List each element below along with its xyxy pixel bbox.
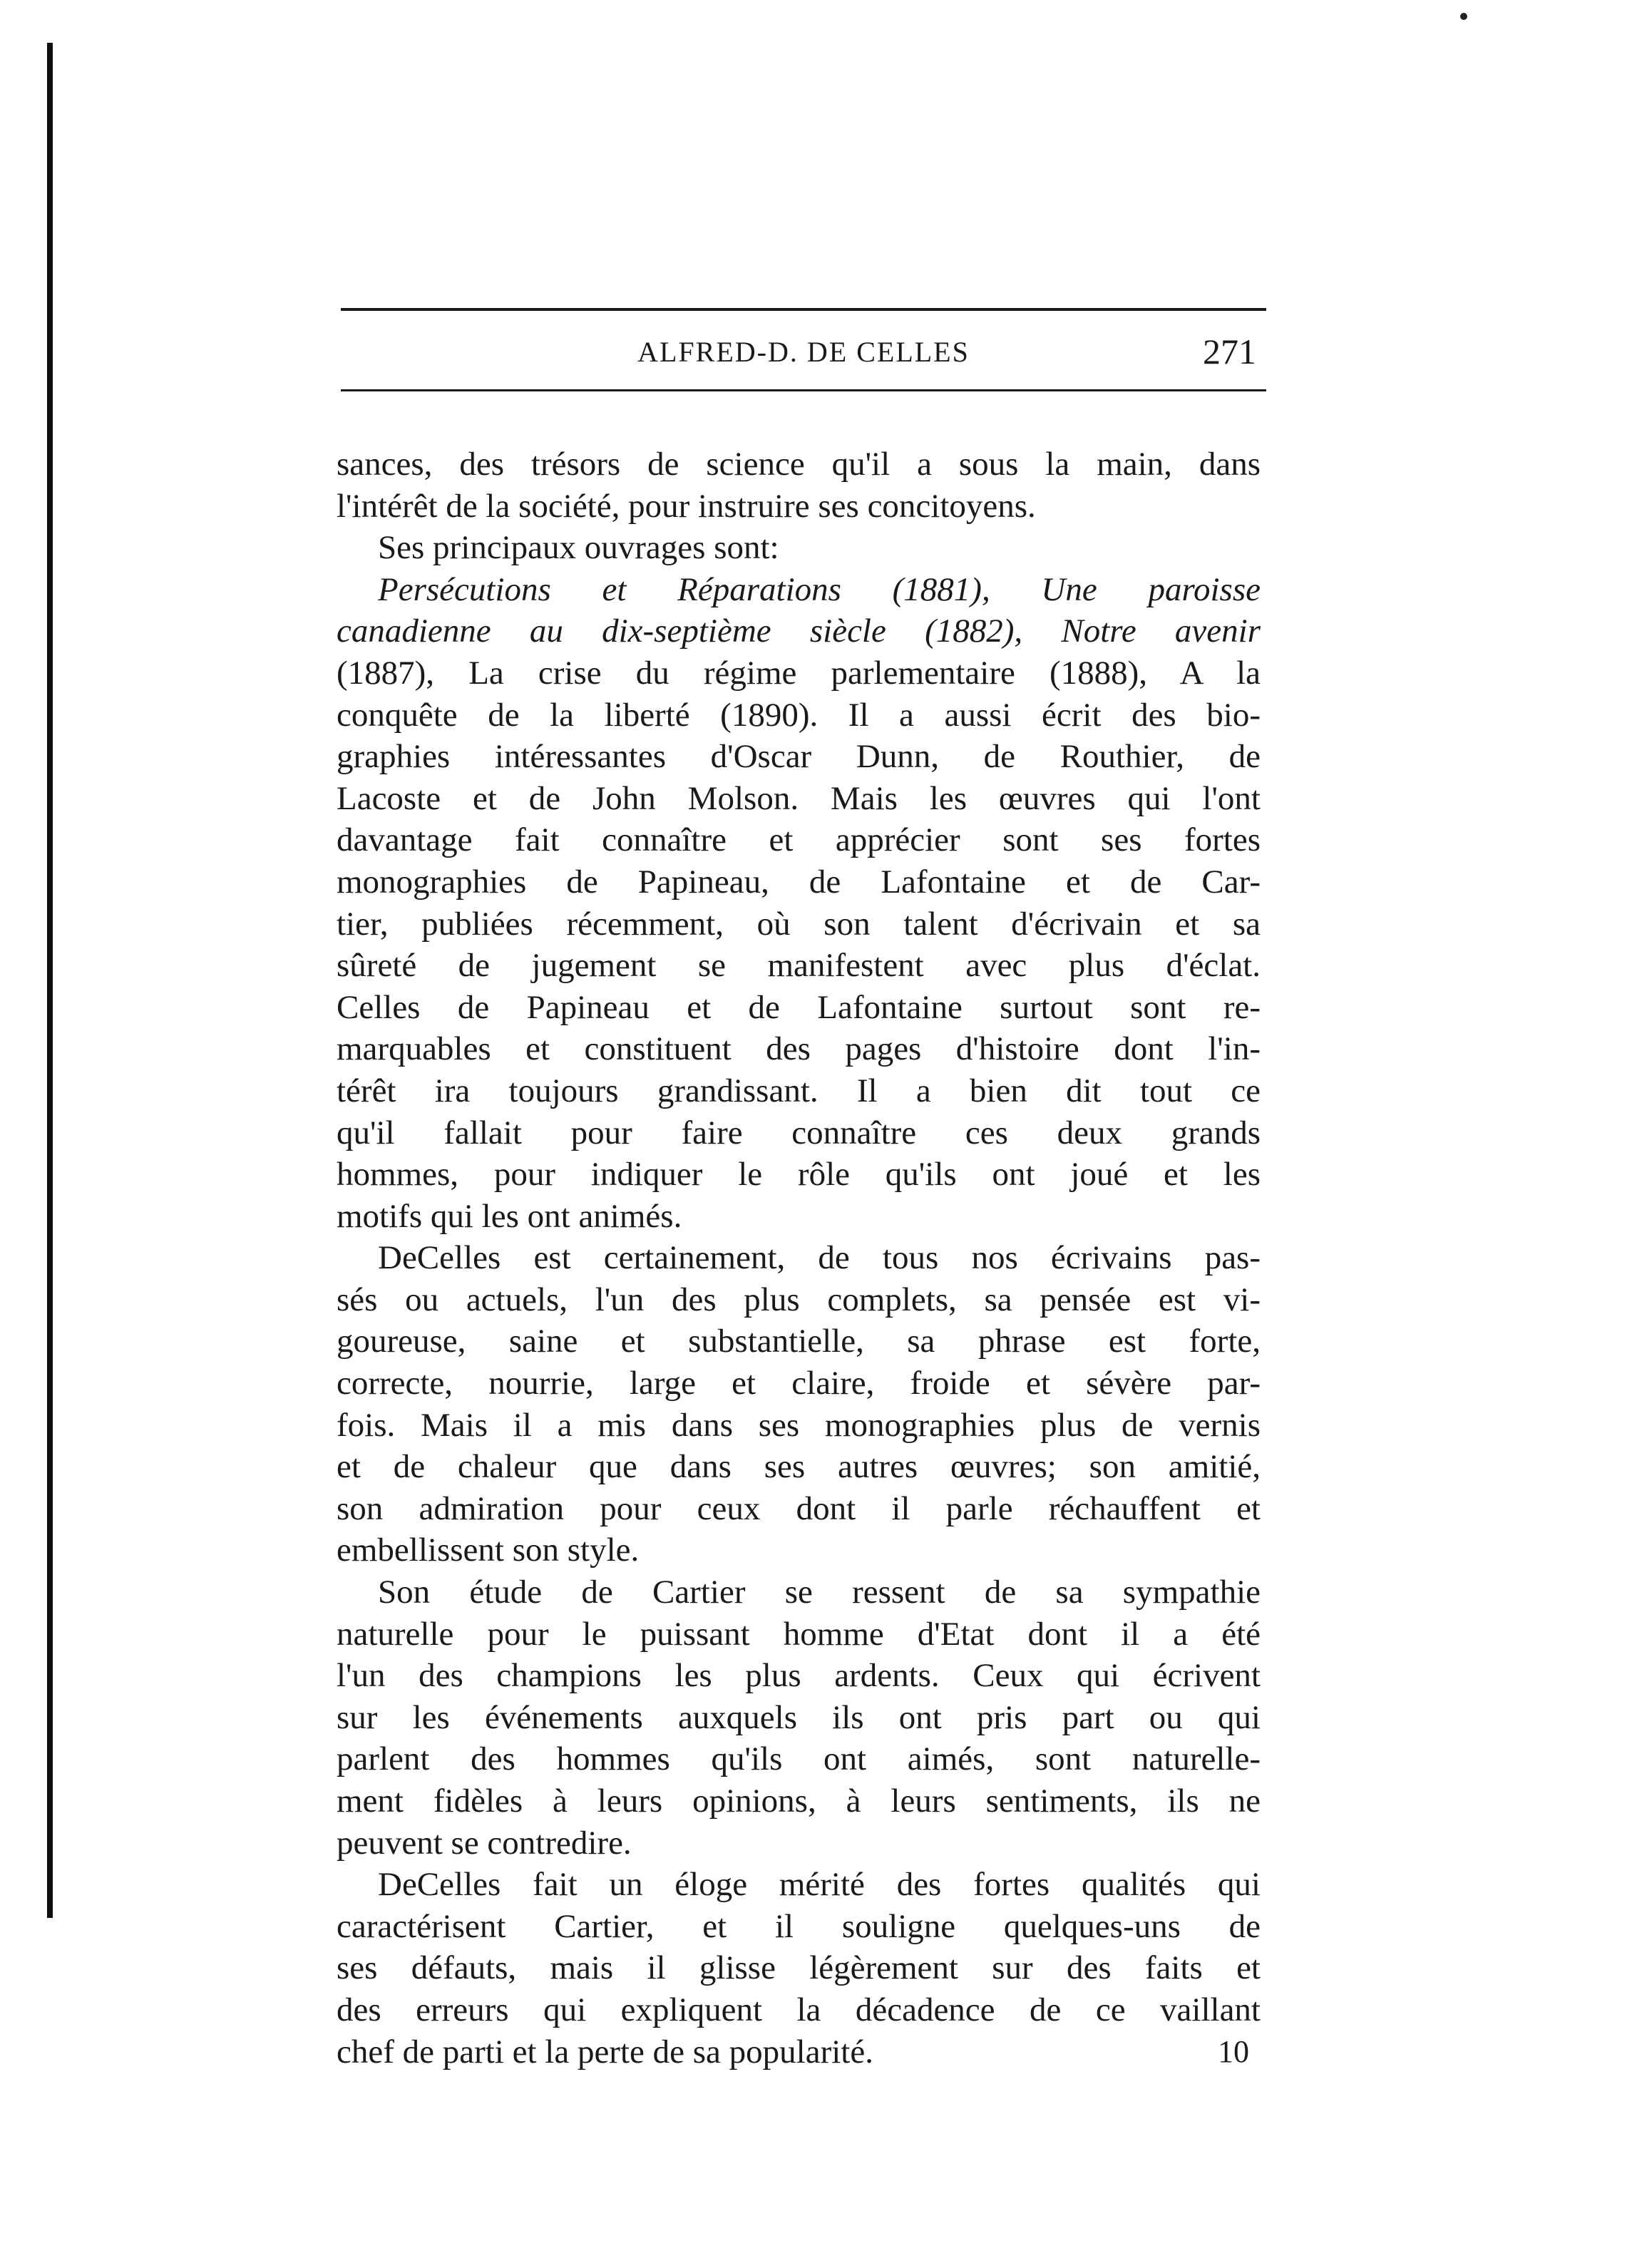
running-head <box>341 329 1266 379</box>
text-line: térêt ira toujours grandissant. Il a bien dit tout ce <box>337 1072 1261 1109</box>
signature-mark: 10 <box>1218 2033 1249 2069</box>
text-line: hommes, pour indiquer le rôle qu'ils ont joué et les <box>337 1156 1261 1194</box>
text-line: sés ou actuels, l'un des plus complets, sa pensée est vi- <box>337 1281 1261 1318</box>
header-rule-bottom <box>341 389 1266 391</box>
text-line: qu'il fallait pour faire connaître ces deux grands <box>337 1114 1261 1151</box>
page-number: 271 <box>1203 332 1256 371</box>
speck-mark <box>1460 13 1467 20</box>
text-line: l'intérêt de la société, pour instruire ses concitoyens. <box>337 487 1036 525</box>
text-line-final <box>337 2031 1261 2073</box>
body-text <box>337 443 1261 2073</box>
text-line: sur les événements auxquels ils ont pris part ou qui <box>337 1698 1261 1736</box>
text-line: l'un des champions les plus ardents. Ceux qui écrivent <box>337 1657 1261 1695</box>
text-line: DeCelles fait un éloge mérité des fortes qualités qui <box>378 1866 1261 1904</box>
text-line: et de chaleur que dans ses autres œuvres; son amitié, <box>337 1448 1261 1486</box>
text-line: Persécutions et Réparations (1881), Une paroisse <box>378 570 1261 608</box>
text-line: graphies intéressantes d'Oscar Dunn, de Routhier, de <box>337 738 1261 776</box>
text-line: davantage fait connaître et apprécier sont ses fortes <box>337 821 1261 859</box>
text-line: (1887), La crise du régime parlementaire (1888), A la <box>337 654 1261 692</box>
text-line: monographies de Papineau, de Lafontaine et de Car- <box>337 863 1261 900</box>
text-line: goureuse, saine et substantielle, sa phrase est forte, <box>337 1323 1261 1360</box>
text-line: sûreté de jugement se manifestent avec plus d'éclat. <box>337 947 1261 985</box>
text-line: naturelle pour le puissant homme d'Etat dont il a été <box>337 1615 1261 1653</box>
text-line: Celles de Papineau et de Lafontaine surtout sont re- <box>337 988 1261 1026</box>
text-line: parlent des hommes qu'ils ont aimés, sont naturelle- <box>337 1740 1261 1778</box>
text-line: conquête de la liberté (1890). Il a aussi écrit des bio- <box>337 696 1261 734</box>
text-line: Son étude de Cartier se ressent de sa sympathie <box>378 1574 1261 1611</box>
text-line: peuvent se contredire. <box>337 1824 632 1862</box>
text-line: DeCelles est certainement, de tous nos écrivains pas- <box>378 1239 1261 1277</box>
binding-edge-line <box>47 43 53 1918</box>
text-line: ses défauts, mais il glisse légèrement sur des faits et <box>337 1949 1261 1987</box>
text-line: canadienne au dix-septième siècle (1882), Notre avenir <box>337 612 1261 650</box>
running-title: ALFRED-D. DE CELLES <box>637 336 970 368</box>
text-line: des erreurs qui expliquent la décadence de ce vaillant <box>337 1991 1261 2028</box>
text-line: Ses principaux ouvrages sont: <box>378 529 779 567</box>
text-line: sances, des trésors de science qu'il a sous la main, dans <box>337 446 1261 483</box>
text-line: tier, publiées récemment, où son talent d'écrivain et sa <box>337 905 1261 943</box>
text-line: embellissent son style. <box>337 1531 640 1569</box>
text-line: fois. Mais il a mis dans ses monographies plus de vernis <box>337 1406 1261 1444</box>
text-line: ment fidèles à leurs opinions, à leurs sentiments, ils ne <box>337 1782 1261 1820</box>
final-line-text: chef de parti et la perte de sa popularité. <box>337 2033 873 2071</box>
text-line: marquables et constituent des pages d'histoire dont l'in- <box>337 1030 1261 1068</box>
text-line: Lacoste et de John Molson. Mais les œuvres qui l'ont <box>337 779 1261 817</box>
text-line: correcte, nourrie, large et claire, froide et sévère par- <box>337 1365 1261 1402</box>
text-line: caractérisent Cartier, et il souligne quelques-uns de <box>337 1907 1261 1945</box>
text-line: motifs qui les ont animés. <box>337 1197 682 1235</box>
text-line: son admiration pour ceux dont il parle réchauffent et <box>337 1489 1261 1527</box>
header-rule-top <box>341 308 1266 311</box>
